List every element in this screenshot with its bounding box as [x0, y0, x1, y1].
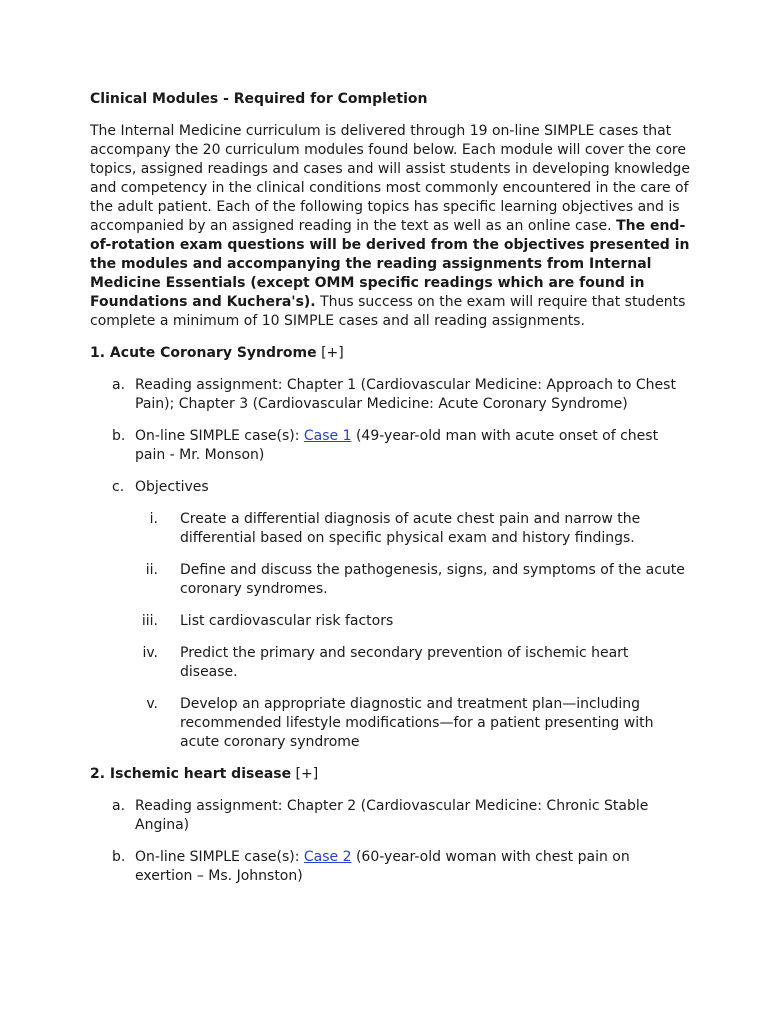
section-title: 2. Ischemic heart disease: [90, 766, 292, 782]
list-marker: a.: [112, 377, 126, 393]
objective-text: Create a differential diagnosis of acute chest pain and narrow the differential based on specific physical exam and history findings.: [180, 511, 641, 546]
case-prefix: On-line SIMPLE case(s):: [135, 428, 304, 444]
intro-bold-text: The end-of-rotation exam questions will be derived from the objectives presented in the modules and accompanying the reading assignments from Internal Medicine Essentials (except OMM specific readings which are found in Foundations and Kuchera's).: [90, 218, 690, 310]
roman-marker: ii.: [145, 562, 158, 578]
list-marker: a.: [112, 798, 126, 814]
list-marker: b.: [112, 428, 126, 444]
list-marker: c.: [112, 479, 125, 495]
section-heading-ischemic-heart-disease: [90, 765, 690, 784]
expand-toggle[interactable]: [+]: [316, 345, 344, 361]
case-text: [135, 848, 690, 886]
objective-item: [90, 561, 690, 599]
roman-marker: v.: [146, 696, 158, 712]
objective-text: Develop an appropriate diagnostic and treatment plan—including recommended lifestyle modifications—for a patient presenting with acute coronary syndrome: [180, 696, 654, 750]
case-prefix: On-line SIMPLE case(s):: [135, 849, 304, 865]
list-item-case: [90, 427, 690, 465]
case-2-link[interactable]: Case 2: [303, 849, 352, 865]
objective-item: [90, 695, 690, 752]
case-suffix: (60-year-old woman with chest pain on exertion – Ms. Johnston): [135, 849, 630, 884]
case-1-link[interactable]: Case 1: [303, 428, 352, 444]
list-marker: b.: [112, 849, 126, 865]
roman-marker: iii.: [141, 613, 158, 629]
section-heading-acute-coronary-syndrome: [90, 344, 690, 363]
objectives-label: Objectives: [135, 479, 209, 495]
list-item-reading: [90, 797, 690, 835]
list-item-reading: [90, 376, 690, 414]
list-item-objectives: [90, 478, 690, 497]
objective-text: Define and discuss the pathogenesis, signs, and symptoms of the acute coronary syndromes.: [180, 562, 685, 597]
list-item-case: [90, 848, 690, 886]
objective-item: [90, 612, 690, 631]
objective-item: [90, 644, 690, 682]
section-title: 1. Acute Coronary Syndrome: [90, 345, 317, 361]
roman-marker: i.: [149, 511, 158, 527]
case-text: [135, 427, 690, 465]
document-title: Clinical Modules - Required for Completion: [90, 91, 428, 107]
reading-assignment: Reading assignment: Chapter 1 (Cardiovascular Medicine: Approach to Chest Pain); Chapter 3 (Cardiovascular Medicine: Acute Coronary Syndrome): [135, 377, 676, 412]
intro-text-1: The Internal Medicine curriculum is delivered through 19 on-line SIMPLE cases that accompany the 20 curriculum modules found below. Each module will cover the core topics, assigned readings and cases and will assist students in developing knowledge and competency in the clinical conditions most commonly encountered in the care of the adult patient. Each of the following topics has specific learning objectives and is accompanied by an assigned reading in the text as well as an online case.: [90, 123, 690, 234]
intro-paragraph: [90, 122, 690, 331]
expand-toggle[interactable]: [+]: [291, 766, 319, 782]
document-page: [90, 90, 690, 899]
intro-text-2: Thus success on the exam will require that students complete a minimum of 10 SIMPLE cases and all reading assignments.: [90, 294, 686, 329]
objective-text: Predict the primary and secondary prevention of ischemic heart disease.: [180, 645, 629, 680]
objective-text: List cardiovascular risk factors: [180, 613, 394, 629]
roman-marker: iv.: [142, 645, 158, 661]
reading-assignment: Reading assignment: Chapter 2 (Cardiovascular Medicine: Chronic Stable Angina): [135, 798, 649, 833]
objective-item: [90, 510, 690, 548]
case-suffix: (49-year-old man with acute onset of chest pain - Mr. Monson): [135, 428, 659, 463]
